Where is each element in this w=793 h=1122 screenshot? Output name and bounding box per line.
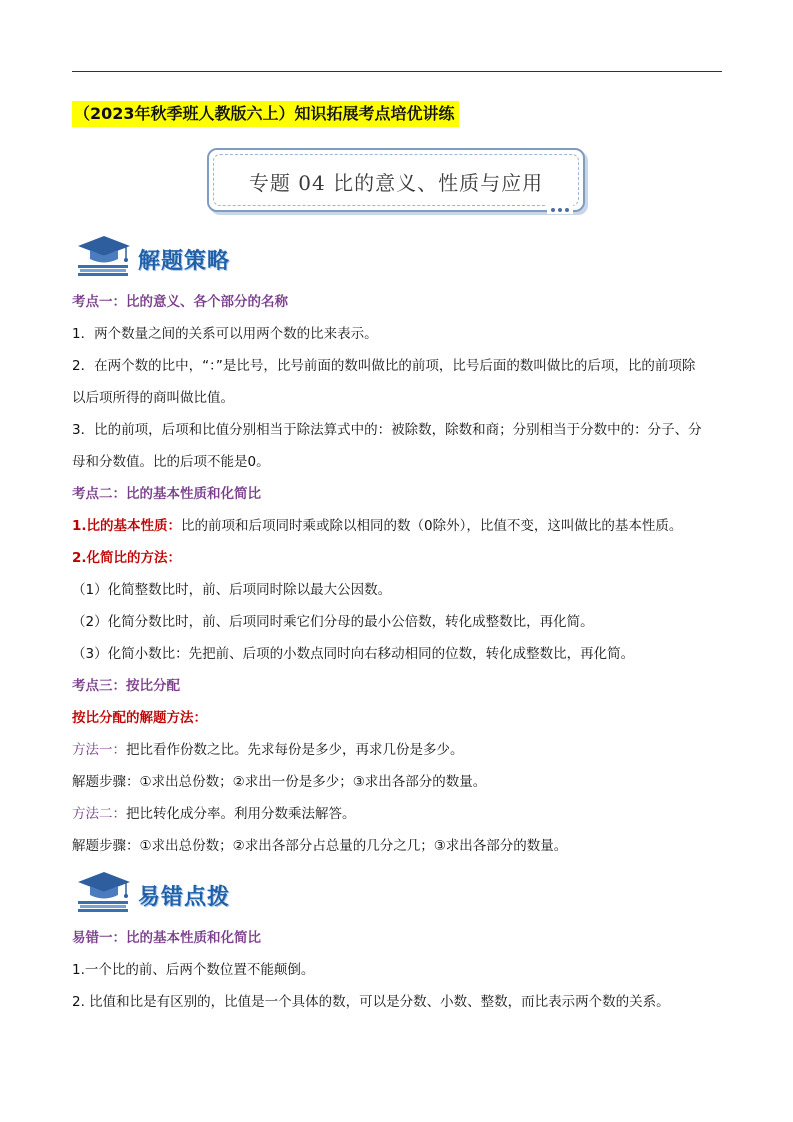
kp3-method-2-text: 把比转化成分率。利用分数乘法解答。 <box>126 806 356 822</box>
keypoint-1-title: 考点一：比的意义、各个部分的名称 <box>72 294 288 310</box>
strategy-section-header <box>76 232 296 280</box>
mistake-1-line-2: 2. 比值和比是有区别的，比值是一个具体的数，可以是分数、小数、整数，而比表示两个数的关系。 <box>72 994 670 1010</box>
dots-icon <box>547 205 573 214</box>
kp1-line-1: 1．两个数量之间的关系可以用两个数的比来表示。 <box>72 326 378 342</box>
kp3-method-2-label: 方法二： <box>72 806 126 822</box>
mistakes-section-title: 易错点拨 <box>138 885 231 910</box>
graduation-cap-icon <box>76 232 134 280</box>
kp3-method-2-steps: 解题步骤：①求出总份数；②求出各部分占总量的几分之几；③求出各部分的数量。 <box>72 838 568 854</box>
kp3-method-1-text: 把比看作份数之比。先求每份是多少，再求几份是多少。 <box>126 742 464 758</box>
kp3-method-label: 按比分配的解题方法： <box>72 710 207 726</box>
kp2-method-label: 2.化简比的方法： <box>72 550 182 566</box>
kp1-line-4: 3．比的前项，后项和比值分别相当于除法算式中的：被除数，除数和商；分别相当于分数中的：分子、分 <box>72 422 702 438</box>
graduation-cap-icon <box>76 868 134 916</box>
mistake-1-title: 易错一：比的基本性质和化简比 <box>72 930 261 946</box>
strategy-section-title: 解题策略 <box>138 249 231 274</box>
kp3-method-2 <box>72 804 356 824</box>
header-banner: （2023年秋季班人教版六上）知识拓展考点培优讲练 <box>72 101 459 127</box>
kp2-property-label: 1.比的基本性质： <box>72 518 182 534</box>
kp3-method-1-label: 方法一： <box>72 742 126 758</box>
keypoint-2-title: 考点二：比的基本性质和化简比 <box>72 486 261 502</box>
topic-title: 专题 04 比的意义、性质与应用 <box>248 171 544 195</box>
keypoint-3-title: 考点三：按比分配 <box>72 678 180 694</box>
kp2-method-2: （2）化简分数比时，前、后项同时乘它们分母的最小公倍数，转化成整数比，再化简。 <box>72 614 594 630</box>
kp1-line-3: 以后项所得的商叫做比值。 <box>72 390 234 406</box>
mistake-1-line-1: 1.一个比的前、后两个数位置不能颠倒。 <box>72 962 315 978</box>
mistakes-section-header <box>76 868 296 916</box>
kp1-line-2: 2．在两个数的比中，“：”是比号，比号前面的数叫做比的前项，比号后面的数叫做比的后项，比的前项除 <box>72 358 696 374</box>
kp3-method-1-steps: 解题步骤：①求出总份数；②求出一份是多少；③求出各部分的数量。 <box>72 774 487 790</box>
kp2-method-1: （1）化简整数比时，前、后项同时除以最大公因数。 <box>72 582 392 598</box>
kp2-property-text: 比的前项和后项同时乘或除以相同的数（0除外），比值不变，这叫做比的基本性质。 <box>181 518 683 534</box>
topic-title-box <box>207 148 585 212</box>
header-rule <box>72 71 722 72</box>
kp2-property-line <box>72 516 682 536</box>
kp1-line-5: 母和分数值。比的后项不能是0。 <box>72 454 270 470</box>
kp3-method-1 <box>72 740 464 760</box>
kp2-method-3: （3）化简小数比：先把前、后项的小数点同时向右移动相同的位数，转化成整数比，再化简。 <box>72 646 635 662</box>
